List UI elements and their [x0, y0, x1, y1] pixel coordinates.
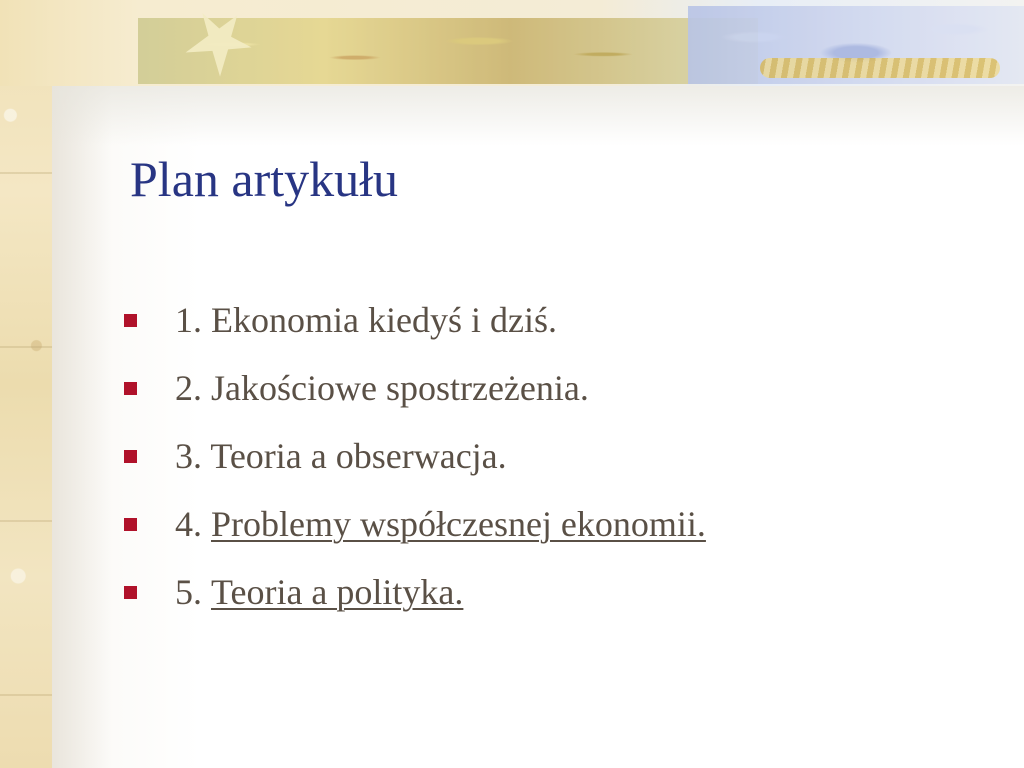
square-bullet-icon	[124, 382, 137, 395]
link-teoria-a-polityka[interactable]: Teoria a polityka.	[211, 572, 464, 612]
list-item	[124, 422, 706, 490]
list-item-text: 3. Teoria a obserwacja.	[175, 436, 507, 476]
wheat-image	[760, 58, 1000, 78]
list-item-number: 4.	[175, 504, 211, 544]
square-bullet-icon	[124, 586, 137, 599]
square-bullet-icon	[124, 450, 137, 463]
list-item	[124, 354, 706, 422]
slide-title: Plan artykułu	[130, 151, 399, 207]
list-item	[124, 558, 706, 626]
left-decorative-strip	[0, 0, 52, 768]
list-item	[124, 490, 706, 558]
top-decorative-banner	[0, 0, 1024, 86]
square-bullet-icon	[124, 314, 137, 327]
top-shadow	[52, 86, 1024, 146]
square-bullet-icon	[124, 518, 137, 531]
list-item-text: 2. Jakościowe spostrzeżenia.	[175, 368, 589, 408]
list-item	[124, 286, 706, 354]
list-item-text: 1. Ekonomia kiedyś i dziś.	[175, 300, 557, 340]
bullet-list	[124, 286, 706, 626]
list-item-number: 5.	[175, 572, 211, 612]
link-problemy-wspolczesnej-ekonomii[interactable]: Problemy współczesnej ekonomii.	[211, 504, 706, 544]
